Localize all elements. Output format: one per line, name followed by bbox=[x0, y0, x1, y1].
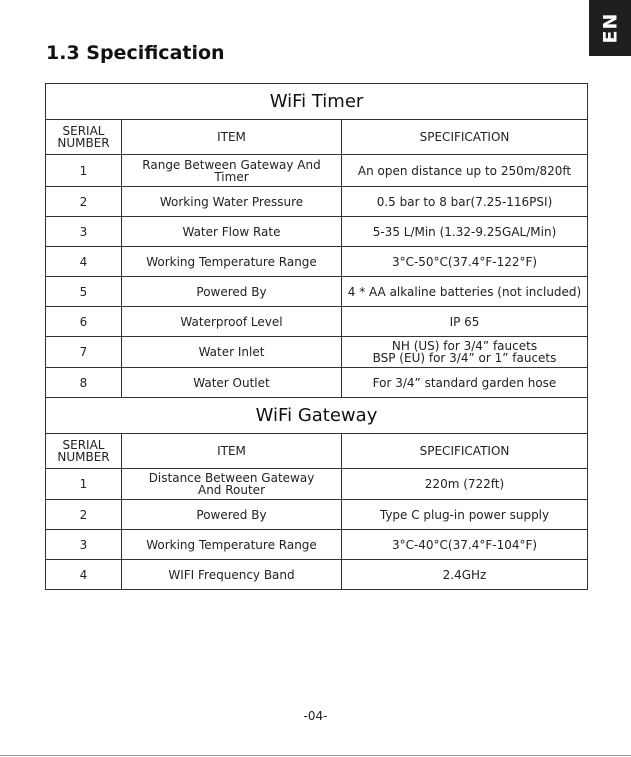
item-cell: WIFI Frequency Band bbox=[122, 560, 342, 590]
item-header: ITEM bbox=[122, 434, 342, 469]
timer-title-row bbox=[46, 84, 588, 120]
item-cell: Range Between Gateway And Timer bbox=[122, 155, 342, 187]
section-title: 1.3 Specification bbox=[46, 42, 225, 64]
spec-cell: 3°C-50°C(37.4°F-122°F) bbox=[342, 247, 588, 277]
gateway-row bbox=[46, 530, 588, 560]
spec-cell: 5-35 L/Min (1.32-9.25GAL/Min) bbox=[342, 217, 588, 247]
item-cell: Water Flow Rate bbox=[122, 217, 342, 247]
item-cell: Distance Between Gateway And Router bbox=[122, 469, 342, 500]
item-cell: Working Temperature Range bbox=[122, 247, 342, 277]
item-cell: Working Water Pressure bbox=[122, 187, 342, 217]
gateway-row bbox=[46, 469, 588, 500]
spec-header: SPECIFICATION bbox=[342, 434, 588, 469]
timer-row bbox=[46, 277, 588, 307]
serial-cell: 5 bbox=[46, 277, 122, 307]
gateway-title-row bbox=[46, 398, 588, 434]
language-label: EN bbox=[598, 12, 621, 44]
serial-cell: 4 bbox=[46, 247, 122, 277]
gateway-header-row bbox=[46, 434, 588, 469]
spec-table bbox=[45, 83, 588, 590]
gateway-title: WiFi Gateway bbox=[46, 398, 588, 434]
item-cell: Powered By bbox=[122, 277, 342, 307]
timer-row bbox=[46, 307, 588, 337]
spec-cell: IP 65 bbox=[342, 307, 588, 337]
spec-cell: 2.4GHz bbox=[342, 560, 588, 590]
serial-cell: 2 bbox=[46, 500, 122, 530]
item-cell: Water Outlet bbox=[122, 368, 342, 398]
timer-row bbox=[46, 247, 588, 277]
timer-row bbox=[46, 368, 588, 398]
serial-cell: 7 bbox=[46, 337, 122, 368]
spec-cell: Type C plug-in power supply bbox=[342, 500, 588, 530]
serial-cell: 6 bbox=[46, 307, 122, 337]
page-number: -04- bbox=[303, 709, 328, 723]
gateway-row bbox=[46, 560, 588, 590]
spec-header: SPECIFICATION bbox=[342, 120, 588, 155]
item-cell: Waterproof Level bbox=[122, 307, 342, 337]
spec-cell: NH (US) for 3/4” faucets BSP (EU) for 3/4” or 1” faucets bbox=[342, 337, 588, 368]
serial-cell: 3 bbox=[46, 530, 122, 560]
timer-row bbox=[46, 187, 588, 217]
serial-cell: 8 bbox=[46, 368, 122, 398]
spec-cell: For 3/4” standard garden hose bbox=[342, 368, 588, 398]
language-tab bbox=[589, 0, 631, 56]
bottom-divider bbox=[0, 755, 631, 756]
timer-header-row bbox=[46, 120, 588, 155]
spec-cell: An open distance up to 250m/820ft bbox=[342, 155, 588, 187]
item-header: ITEM bbox=[122, 120, 342, 155]
timer-row bbox=[46, 217, 588, 247]
serial-header: SERIAL NUMBER bbox=[46, 120, 122, 155]
spec-cell: 4 * AA alkaline batteries (not included) bbox=[342, 277, 588, 307]
serial-cell: 2 bbox=[46, 187, 122, 217]
spec-cell: 3°C-40°C(37.4°F-104°F) bbox=[342, 530, 588, 560]
serial-cell: 1 bbox=[46, 469, 122, 500]
gateway-row bbox=[46, 500, 588, 530]
spec-cell: 220m (722ft) bbox=[342, 469, 588, 500]
serial-cell: 1 bbox=[46, 155, 122, 187]
item-cell: Water Inlet bbox=[122, 337, 342, 368]
item-cell: Powered By bbox=[122, 500, 342, 530]
serial-header: SERIAL NUMBER bbox=[46, 434, 122, 469]
timer-row bbox=[46, 337, 588, 368]
serial-cell: 3 bbox=[46, 217, 122, 247]
timer-row bbox=[46, 155, 588, 187]
timer-title: WiFi Timer bbox=[46, 84, 588, 120]
serial-cell: 4 bbox=[46, 560, 122, 590]
spec-cell: 0.5 bar to 8 bar(7.25-116PSI) bbox=[342, 187, 588, 217]
item-cell: Working Temperature Range bbox=[122, 530, 342, 560]
